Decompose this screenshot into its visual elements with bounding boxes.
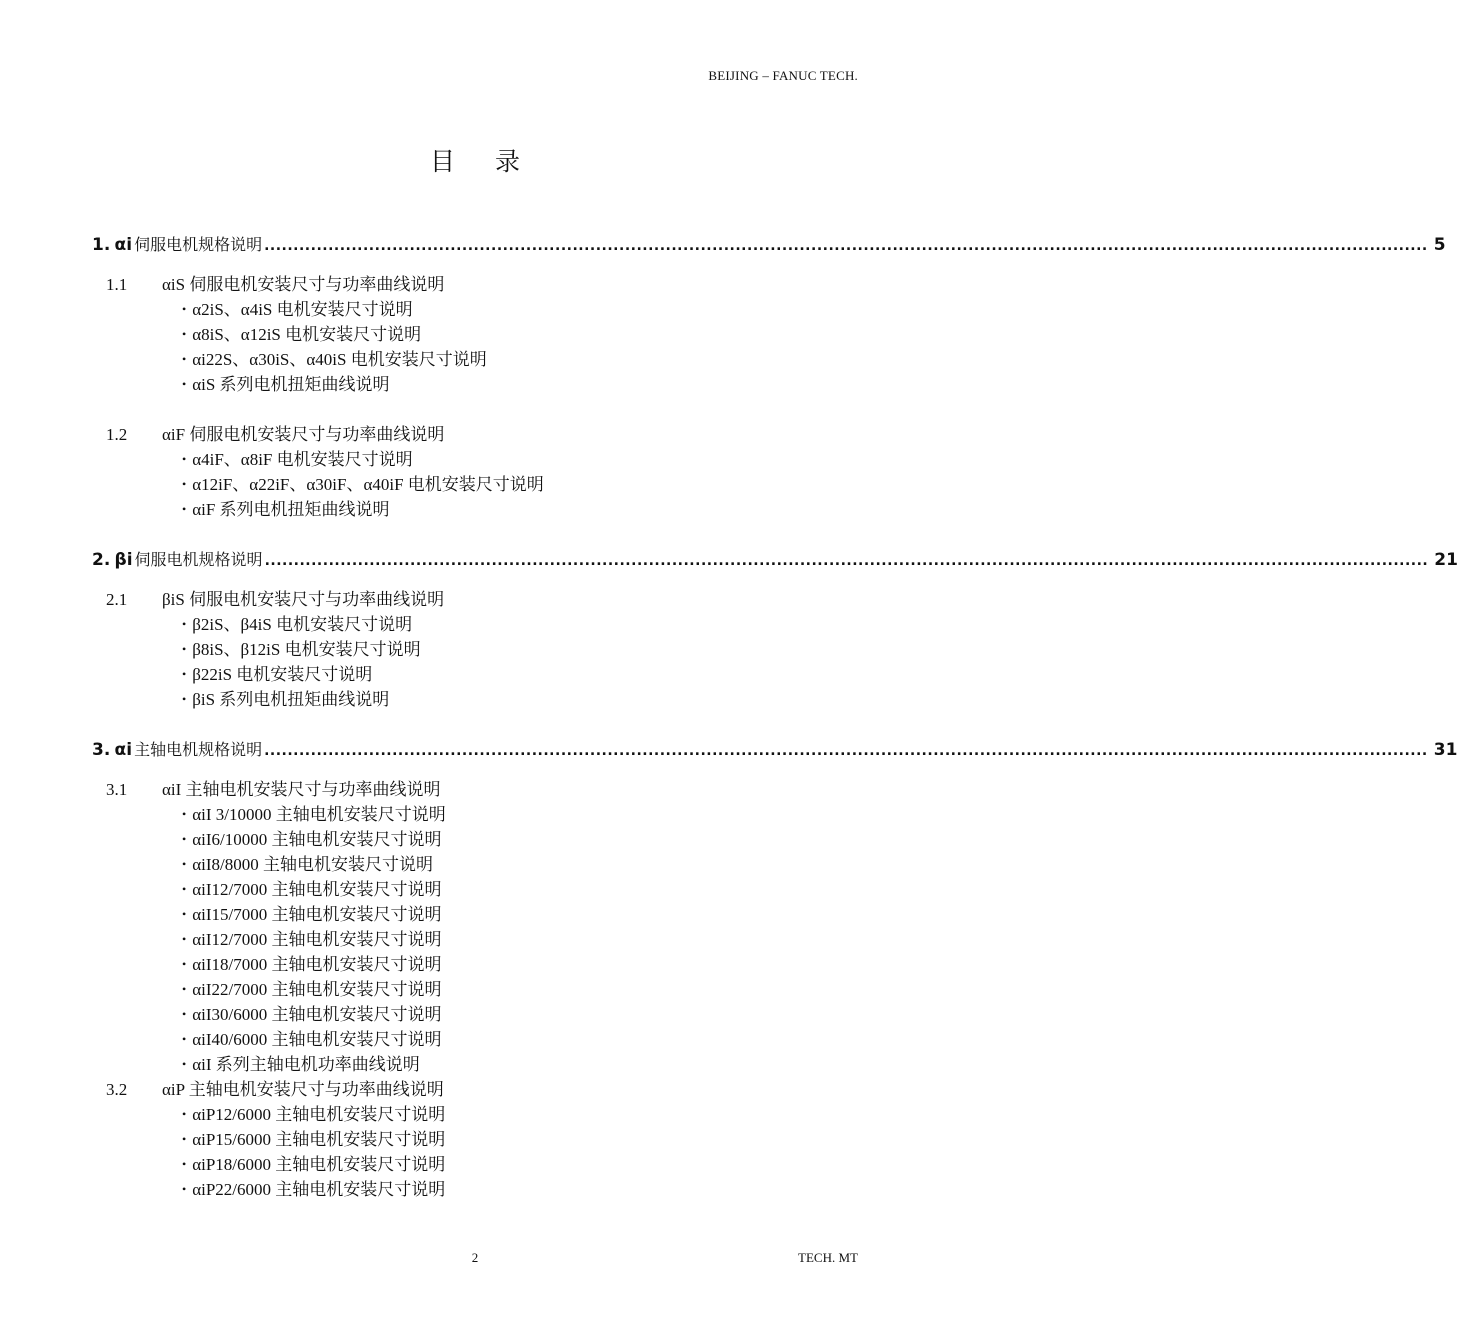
toc-subsection-entry[interactable]: [92, 777, 862, 802]
item-text: αiF 系列电机扭矩曲线说明: [192, 500, 390, 519]
item-text: αiI12/7000 主轴电机安装尺寸说明: [192, 930, 442, 949]
bullet-icon: •: [182, 327, 187, 341]
subsection-number: 3.2: [106, 1080, 128, 1099]
spacer: [92, 1202, 862, 1227]
toc-item[interactable]: [92, 952, 862, 977]
toc-item[interactable]: [92, 297, 862, 322]
bullet-icon: •: [182, 1007, 187, 1021]
subsection-title: αiI 主轴电机安装尺寸与功率曲线说明: [162, 780, 441, 799]
bullet-icon: •: [182, 957, 187, 971]
spacer: [92, 579, 862, 587]
bullet-icon: •: [182, 932, 187, 946]
item-text: α2iS、α4iS 电机安装尺寸说明: [192, 300, 413, 319]
bullet-icon: •: [182, 642, 187, 656]
toc-item[interactable]: [92, 472, 862, 497]
dot-leader: ........................................................................................................................................................................................................: [264, 743, 1428, 759]
subsection-number: 3.1: [106, 780, 128, 799]
bullet-icon: •: [182, 1157, 187, 1171]
section-symbol: αi: [114, 740, 133, 760]
section-page-number: 5: [1433, 235, 1446, 255]
toc-section-entry[interactable]: [92, 737, 1458, 769]
item-text: αiI 3/10000 主轴电机安装尺寸说明: [192, 805, 446, 824]
bullet-icon: •: [182, 617, 187, 631]
subsection-number: 2.1: [106, 590, 128, 609]
toc-item[interactable]: [92, 497, 862, 522]
subsection-title: βiS 伺服电机安装尺寸与功率曲线说明: [162, 590, 445, 609]
bullet-icon: •: [182, 302, 187, 316]
section-title: 伺服电机规格说明: [134, 235, 263, 254]
toc-item[interactable]: [92, 1127, 862, 1152]
table-of-contents: [92, 232, 1458, 1227]
item-text: α8iS、α12iS 电机安装尺寸说明: [192, 325, 422, 344]
bullet-icon: •: [182, 1132, 187, 1146]
dot-leader: ........................................................................................................................................................................................................: [264, 238, 1428, 254]
item-text: βiS 系列电机扭矩曲线说明: [192, 690, 390, 709]
item-text: αiI12/7000 主轴电机安装尺寸说明: [192, 880, 442, 899]
item-text: β2iS、β4iS 电机安装尺寸说明: [192, 615, 413, 634]
item-text: β22iS 电机安装尺寸说明: [192, 665, 373, 684]
section-symbol: αi: [114, 235, 133, 255]
item-text: αi22S、α30iS、α40iS 电机安装尺寸说明: [192, 350, 487, 369]
section-number: 3.: [92, 740, 111, 760]
section-page-number: 31: [1433, 740, 1458, 760]
toc-item[interactable]: [92, 927, 862, 952]
item-text: αiI18/7000 主轴电机安装尺寸说明: [192, 955, 442, 974]
item-text: αiS 系列电机扭矩曲线说明: [192, 375, 390, 394]
bullet-icon: •: [182, 477, 187, 491]
toc-item[interactable]: [92, 662, 862, 687]
item-text: αiP15/6000 主轴电机安装尺寸说明: [192, 1130, 446, 1149]
bullet-icon: •: [182, 857, 187, 871]
toc-section-entry[interactable]: [92, 232, 1446, 264]
bullet-icon: •: [182, 1032, 187, 1046]
item-text: αiP22/6000 主轴电机安装尺寸说明: [192, 1180, 446, 1199]
toc-subsection-entry[interactable]: [92, 1077, 862, 1102]
subsection-title: αiS 伺服电机安装尺寸与功率曲线说明: [162, 275, 445, 294]
toc-subsection-entry[interactable]: [92, 422, 862, 447]
toc-item[interactable]: [92, 637, 862, 662]
item-text: αiI8/8000 主轴电机安装尺寸说明: [192, 855, 433, 874]
item-text: αiP12/6000 主轴电机安装尺寸说明: [192, 1105, 446, 1124]
bullet-icon: •: [182, 692, 187, 706]
spacer: [92, 522, 862, 547]
item-text: αiP18/6000 主轴电机安装尺寸说明: [192, 1155, 446, 1174]
item-text: αiI40/6000 主轴电机安装尺寸说明: [192, 1030, 442, 1049]
toc-subsection-entry[interactable]: [92, 587, 862, 612]
toc-item[interactable]: [92, 902, 862, 927]
item-text: α4iF、α8iF 电机安装尺寸说明: [192, 450, 413, 469]
toc-item[interactable]: [92, 687, 862, 712]
bullet-icon: •: [182, 1182, 187, 1196]
subsection-title: αiF 伺服电机安装尺寸与功率曲线说明: [162, 425, 445, 444]
item-text: αiI 系列主轴电机功率曲线说明: [192, 1055, 420, 1074]
toc-item[interactable]: [92, 1027, 862, 1052]
toc-subsection-entry[interactable]: [92, 272, 862, 297]
item-text: α12iF、α22iF、α30iF、α40iF 电机安装尺寸说明: [192, 475, 544, 494]
item-text: β8iS、β12iS 电机安装尺寸说明: [192, 640, 421, 659]
bullet-icon: •: [182, 982, 187, 996]
item-text: αiI22/7000 主轴电机安装尺寸说明: [192, 980, 442, 999]
section-title: 主轴电机规格说明: [134, 740, 263, 759]
toc-item[interactable]: [92, 877, 862, 902]
toc-item[interactable]: [92, 802, 862, 827]
spacer: [92, 397, 862, 422]
toc-section-entry[interactable]: [92, 547, 1458, 579]
toc-item[interactable]: [92, 827, 862, 852]
bullet-icon: •: [182, 377, 187, 391]
bullet-icon: •: [182, 502, 187, 516]
toc-item[interactable]: [92, 447, 862, 472]
bullet-icon: •: [182, 1057, 187, 1071]
section-number: 2.: [92, 550, 111, 570]
bullet-icon: •: [182, 907, 187, 921]
bullet-icon: •: [182, 1107, 187, 1121]
spacer: [92, 264, 862, 272]
toc-item[interactable]: [92, 1052, 862, 1077]
section-symbol: βi: [114, 550, 133, 570]
toc-item[interactable]: [92, 977, 862, 1002]
subsection-number: 1.1: [106, 275, 128, 294]
dot-leader: ........................................................................................................................................................................................................: [264, 553, 1429, 569]
page-header: BEIJING – FANUC TECH.: [708, 68, 858, 83]
toc-item[interactable]: [92, 347, 862, 372]
section-number: 1.: [92, 235, 111, 255]
bullet-icon: •: [182, 832, 187, 846]
bullet-icon: •: [182, 807, 187, 821]
toc-item[interactable]: [92, 1002, 862, 1027]
bullet-icon: •: [182, 667, 187, 681]
bullet-icon: •: [182, 352, 187, 366]
page-title: 目录: [429, 147, 560, 176]
spacer: [92, 712, 862, 737]
toc-item[interactable]: [92, 1152, 862, 1177]
section-page-number: 21: [1434, 550, 1458, 570]
spacer: [92, 769, 862, 777]
item-text: αiI30/6000 主轴电机安装尺寸说明: [192, 1005, 442, 1024]
bullet-icon: •: [182, 882, 187, 896]
subsection-number: 1.2: [106, 425, 128, 444]
item-text: αiI6/10000 主轴电机安装尺寸说明: [192, 830, 442, 849]
toc-item[interactable]: [92, 372, 862, 397]
toc-item[interactable]: [92, 1177, 862, 1202]
section-title: 伺服电机规格说明: [134, 550, 263, 569]
item-text: αiI15/7000 主轴电机安装尺寸说明: [192, 905, 442, 924]
toc-item[interactable]: [92, 1102, 862, 1127]
toc-item[interactable]: [92, 852, 862, 877]
footer-right-text: TECH. MT: [798, 1250, 858, 1265]
toc-item[interactable]: [92, 612, 862, 637]
bullet-icon: •: [182, 452, 187, 466]
toc-item[interactable]: [92, 322, 862, 347]
footer-page-number: 2: [471, 1250, 479, 1265]
subsection-title: αiP 主轴电机安装尺寸与功率曲线说明: [162, 1080, 444, 1099]
